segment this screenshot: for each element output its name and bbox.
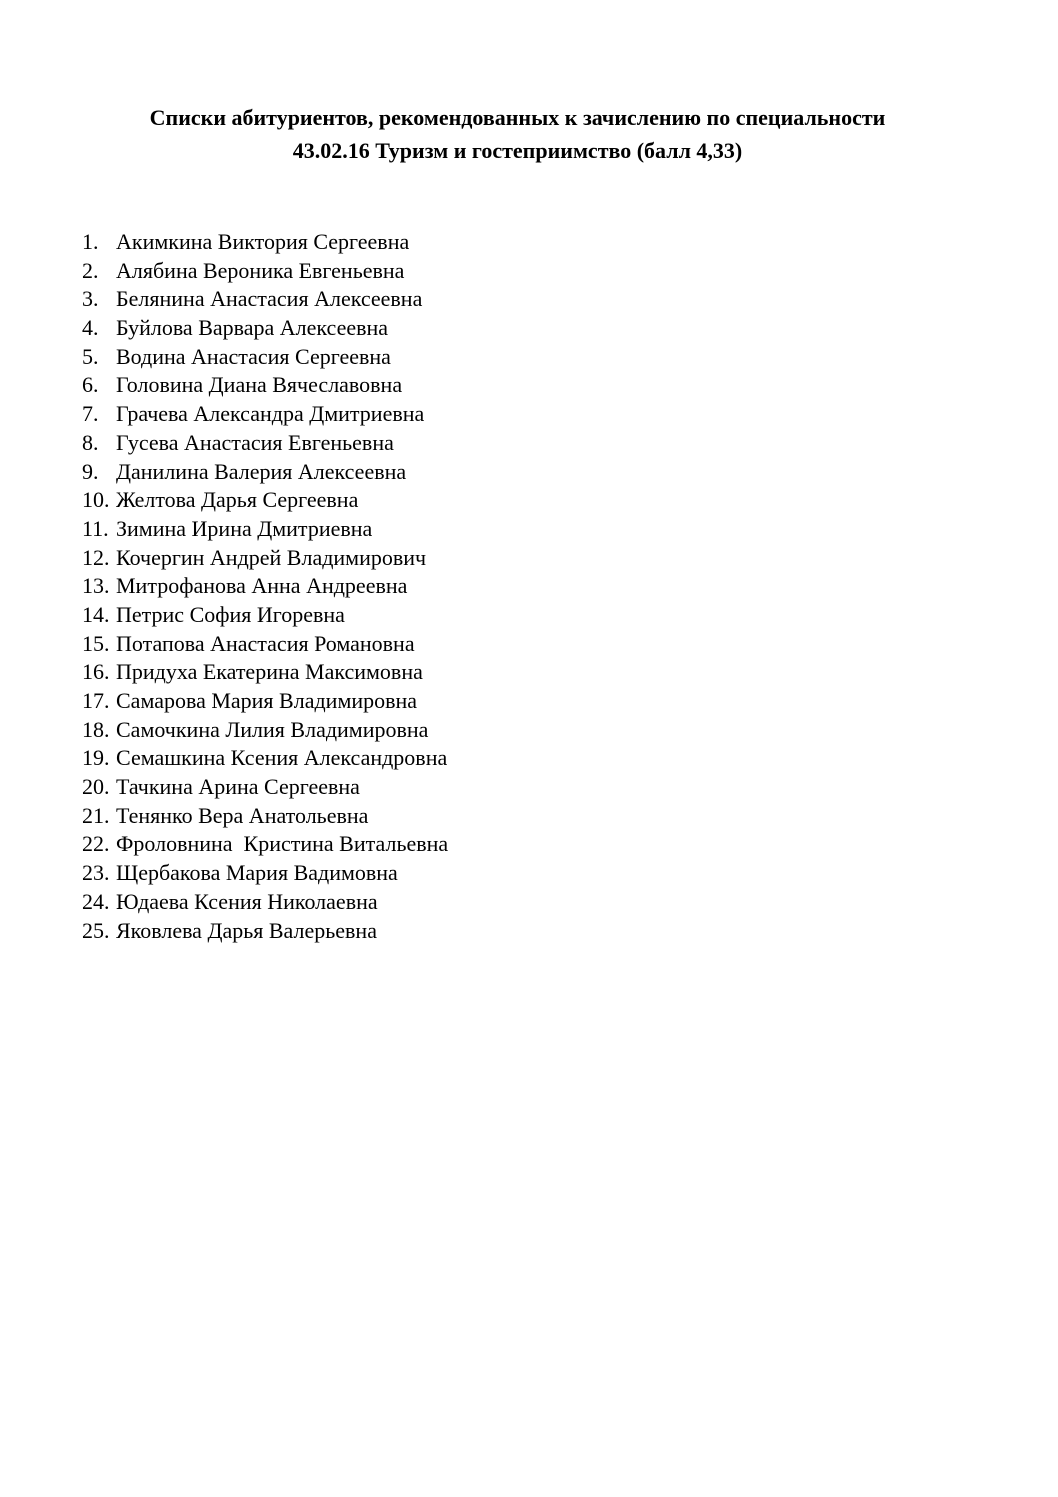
- title-line-1: Списки абитуриентов, рекомендованных к зачислению по специальности: [149, 105, 886, 130]
- student-name: Тачкина Арина Сергеевна: [116, 774, 360, 800]
- list-item: [82, 429, 448, 458]
- list-item: [82, 773, 448, 802]
- student-name: Грачева Александра Дмитриевна: [116, 401, 425, 427]
- student-name: Щербакова Мария Вадимовна: [116, 860, 398, 886]
- list-item-number: 12.: [82, 544, 110, 570]
- list-item: [82, 888, 448, 917]
- document-title: [0, 101, 1035, 167]
- list-item-number: 18.: [82, 716, 110, 742]
- student-name: Фроловнина Кристина Витальевна: [116, 831, 449, 857]
- list-item: [82, 486, 448, 515]
- list-item: [82, 859, 448, 888]
- list-item: [82, 601, 448, 630]
- student-name: Самочкина Лилия Владимировна: [116, 716, 429, 742]
- list-item-number: 10.: [82, 487, 110, 513]
- list-item-number: 8.: [82, 429, 99, 455]
- list-item-number: 3.: [82, 286, 99, 312]
- list-item-number: 21.: [82, 802, 110, 828]
- student-name: Тенянко Вера Анатольевна: [116, 802, 369, 828]
- list-item-number: 9.: [82, 458, 99, 484]
- student-name: Зимина Ирина Дмитриевна: [116, 515, 373, 541]
- list-item-number: 23.: [82, 860, 110, 886]
- student-name: Юдаева Ксения Николаевна: [116, 888, 378, 914]
- student-name: Желтова Дарья Сергеевна: [116, 487, 359, 513]
- student-name: Самарова Мария Владимировна: [116, 688, 418, 713]
- list-item: [82, 830, 448, 859]
- student-name: Гусева Анастасия Евгеньевна: [116, 429, 394, 455]
- list-item: [82, 572, 448, 601]
- list-item: [82, 314, 448, 343]
- student-name: Семашкина Ксения Александровна: [116, 745, 448, 771]
- student-name: Белянина Анастасия Алексеевна: [116, 286, 423, 312]
- student-name: Кочергин Андрей Владимирович: [116, 544, 427, 570]
- list-item: [82, 371, 448, 400]
- list-item-number: 15.: [82, 630, 110, 656]
- list-item: [82, 400, 448, 429]
- list-item-number: 2.: [82, 257, 99, 283]
- student-name: Буйлова Варвара Алексеевна: [116, 315, 389, 341]
- list-item: [82, 515, 448, 544]
- list-item-number: 20.: [82, 774, 110, 800]
- student-name: Водина Анастасия Сергеевна: [116, 343, 391, 369]
- list-item-number: 11.: [82, 515, 109, 541]
- student-name: Яковлева Дарья Валерьевна: [116, 917, 377, 943]
- list-item: [82, 716, 448, 745]
- list-item-number: 16.: [82, 659, 110, 685]
- student-name: Придуха Екатерина Максимовна: [116, 659, 423, 685]
- list-item: [82, 658, 448, 687]
- list-item-number: 1.: [82, 229, 99, 254]
- list-item: [82, 630, 448, 659]
- list-item-number: 25.: [82, 917, 110, 943]
- list-item-number: 17.: [82, 688, 110, 713]
- list-item: [82, 687, 448, 716]
- student-name: Алябина Вероника Евгеньевна: [116, 257, 405, 283]
- title-line-2: 43.02.16 Туризм и гостеприимство (балл 4,33): [292, 138, 743, 163]
- list-item-number: 7.: [82, 401, 99, 427]
- list-item: [82, 744, 448, 773]
- list-item: [82, 458, 448, 487]
- list-item: [82, 228, 448, 257]
- student-name: Головина Диана Вячеславовна: [116, 372, 403, 398]
- list-item-number: 5.: [82, 343, 99, 369]
- student-name: Потапова Анастасия Романовна: [116, 630, 415, 656]
- list-item: [82, 257, 448, 286]
- list-item-number: 13.: [82, 573, 110, 599]
- list-item: [82, 285, 448, 314]
- list-item-number: 19.: [82, 745, 110, 771]
- student-name: Петрис София Игоревна: [116, 601, 345, 627]
- list-item-number: 6.: [82, 372, 99, 398]
- student-name: Акимкина Виктория Сергеевна: [116, 229, 410, 254]
- list-item: [82, 343, 448, 372]
- list-item: [82, 544, 448, 573]
- list-item-number: 22.: [82, 831, 110, 857]
- list-item-number: 4.: [82, 315, 99, 341]
- list-item: [82, 802, 448, 831]
- list-item-number: 14.: [82, 601, 110, 627]
- student-name: Митрофанова Анна Андреевна: [116, 573, 408, 599]
- student-name: Данилина Валерия Алексеевна: [116, 458, 407, 484]
- student-list: [82, 228, 448, 945]
- list-item: [82, 917, 448, 946]
- list-item-number: 24.: [82, 888, 110, 914]
